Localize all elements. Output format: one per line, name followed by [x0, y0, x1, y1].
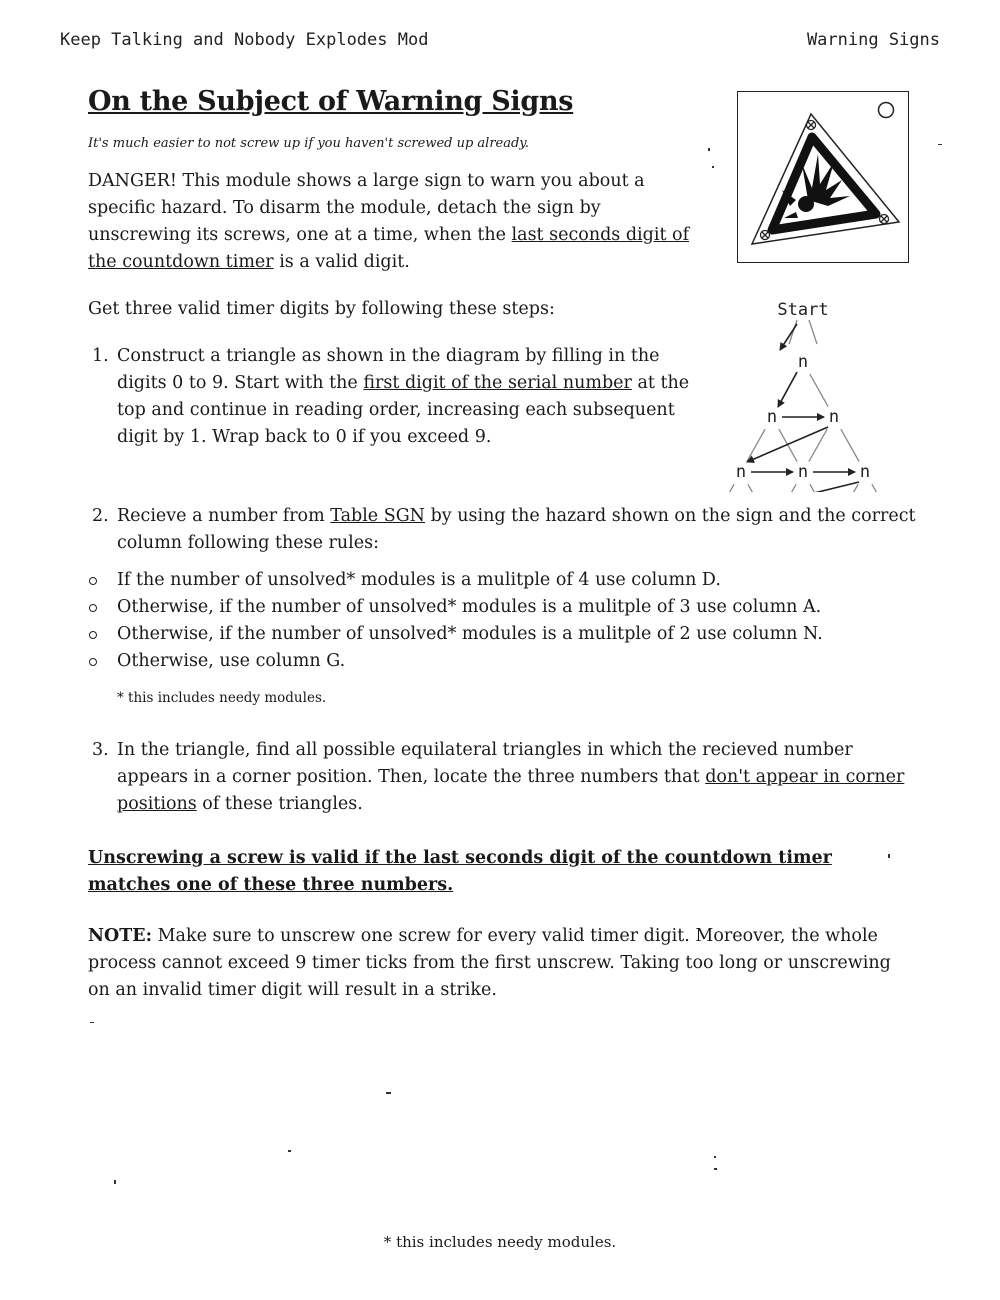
start-arrow: [780, 324, 797, 350]
paper-speck: [888, 854, 890, 858]
page-header-module-name: Warning Signs: [806, 30, 940, 50]
triangle-node: n: [766, 407, 778, 427]
step-1-underlined-text: first digit of the serial number: [363, 373, 632, 393]
triangle-edge: [809, 320, 817, 344]
intro-text: DANGER! This module shows a large sign to warn you about a specific hazard. To disarm the module, detach the sign by unscrewing its screws, one at a time, when the: [88, 171, 645, 245]
page-footer-note: * this includes needy modules.: [383, 1233, 617, 1251]
page-header-module-title: Keep Talking and Nobody Explodes Mod: [60, 30, 429, 50]
reading-order-arrow: [747, 427, 828, 462]
triangle-edge: [779, 429, 797, 461]
triangle-edge: [716, 484, 734, 492]
step-1-text: Construct a triangle as shown in the diagram by filling in the digits 0 to 9. Start with the first digit of the serial number at the top and continue in reading order, increasing each subsequent digit by 1. Wrap back to 0 if you exceed 9.: [117, 346, 690, 447]
bullet-icon: [89, 604, 97, 612]
step-number: 2.: [92, 506, 109, 526]
triangle-node: n: [735, 462, 747, 482]
paper-speck: [714, 1168, 717, 1170]
step-3-underlined-text: don't appear in corner positions: [117, 767, 905, 814]
paper-speck: [114, 1180, 116, 1184]
note-paragraph: [88, 923, 908, 1004]
triangle-node: n: [797, 462, 809, 482]
triangle-edge: [810, 374, 828, 406]
warning-sign-illustration: [737, 91, 909, 263]
bullet-icon: [89, 658, 97, 666]
step-3-text: In the triangle, find all possible equilateral triangles in which the recieved number appears in a corner position. Then, locate the three numbers that don't appear in corner positions of these triangles.: [117, 740, 905, 814]
flavor-text: It's much easier to not screw up if you haven't screwed up already.: [88, 136, 530, 151]
paper-speck: [712, 166, 714, 168]
triangle-node: n: [859, 462, 871, 482]
bullet-icon: [89, 631, 97, 639]
paper-speck: [90, 1022, 94, 1023]
bullet-icon: [89, 577, 97, 585]
intro-text-end: is a valid digit.: [273, 252, 410, 272]
intro-paragraph: [88, 168, 708, 276]
step-number: 3.: [92, 740, 109, 760]
table-sgn-reference: Table SGN: [330, 506, 425, 526]
steps-intro: Get three valid timer digits by following these steps:: [88, 299, 555, 319]
step-2-text: Recieve a number from Table SGN by using the hazard shown on the sign and the correct column following these rules:: [117, 506, 916, 553]
screw-icon: [880, 215, 889, 224]
triangle-diagram: [700, 292, 920, 492]
note-text: Make sure to unscrew one screw for every valid timer digit. Moreover, the whole process cannot exceed 9 timer ticks from the first unscrew. Taking too long or unscrewing on an invalid timer digit will result in a strike.: [88, 926, 891, 1000]
validity-rule: Unscrewing a screw is valid if the last seconds digit of the countdown timer matches one of these three numbers.: [88, 848, 832, 895]
note-label: NOTE:: [88, 926, 153, 946]
intro-underlined-text: last seconds digit of the countdown timer: [88, 225, 690, 272]
explosive-hazard-triangle-icon: [738, 92, 908, 262]
paper-speck: [708, 148, 710, 151]
status-light-icon: [879, 103, 894, 118]
footnote: * this includes needy modules.: [117, 690, 327, 706]
triangle-edge: [841, 429, 859, 461]
paper-speck: [938, 144, 942, 145]
triangle-edge: [789, 320, 797, 344]
paper-speck: [714, 1156, 716, 1158]
rule-item: Otherwise, if the number of unsolved* modules is a mulitple of 2 use column N.: [88, 621, 823, 648]
triangle-edge: [748, 484, 766, 492]
triangle-edge: [778, 484, 796, 492]
reading-order-arrow: [778, 372, 797, 407]
reading-order-arrow: [716, 482, 859, 492]
page-title: On the Subject of Warning Signs: [88, 86, 574, 117]
column-rules-list: [88, 567, 823, 675]
diagram-start-label: Start: [777, 300, 829, 320]
paper-speck: [288, 1150, 291, 1152]
triangle-node: n: [828, 407, 840, 427]
step-number: 1.: [92, 346, 109, 366]
triangle-edge: [747, 429, 765, 461]
triangle-edge: [872, 484, 890, 492]
triangle-node: n: [797, 352, 809, 372]
screw-icon: [807, 121, 816, 130]
rule-item: If the number of unsolved* modules is a mulitple of 4 use column D.: [88, 567, 823, 594]
rule-item: Otherwise, use column G.: [88, 648, 823, 675]
screw-icon: [761, 231, 770, 240]
paper-speck: [386, 1092, 391, 1094]
rule-item: Otherwise, if the number of unsolved* modules is a mulitple of 3 use column A.: [88, 594, 823, 621]
